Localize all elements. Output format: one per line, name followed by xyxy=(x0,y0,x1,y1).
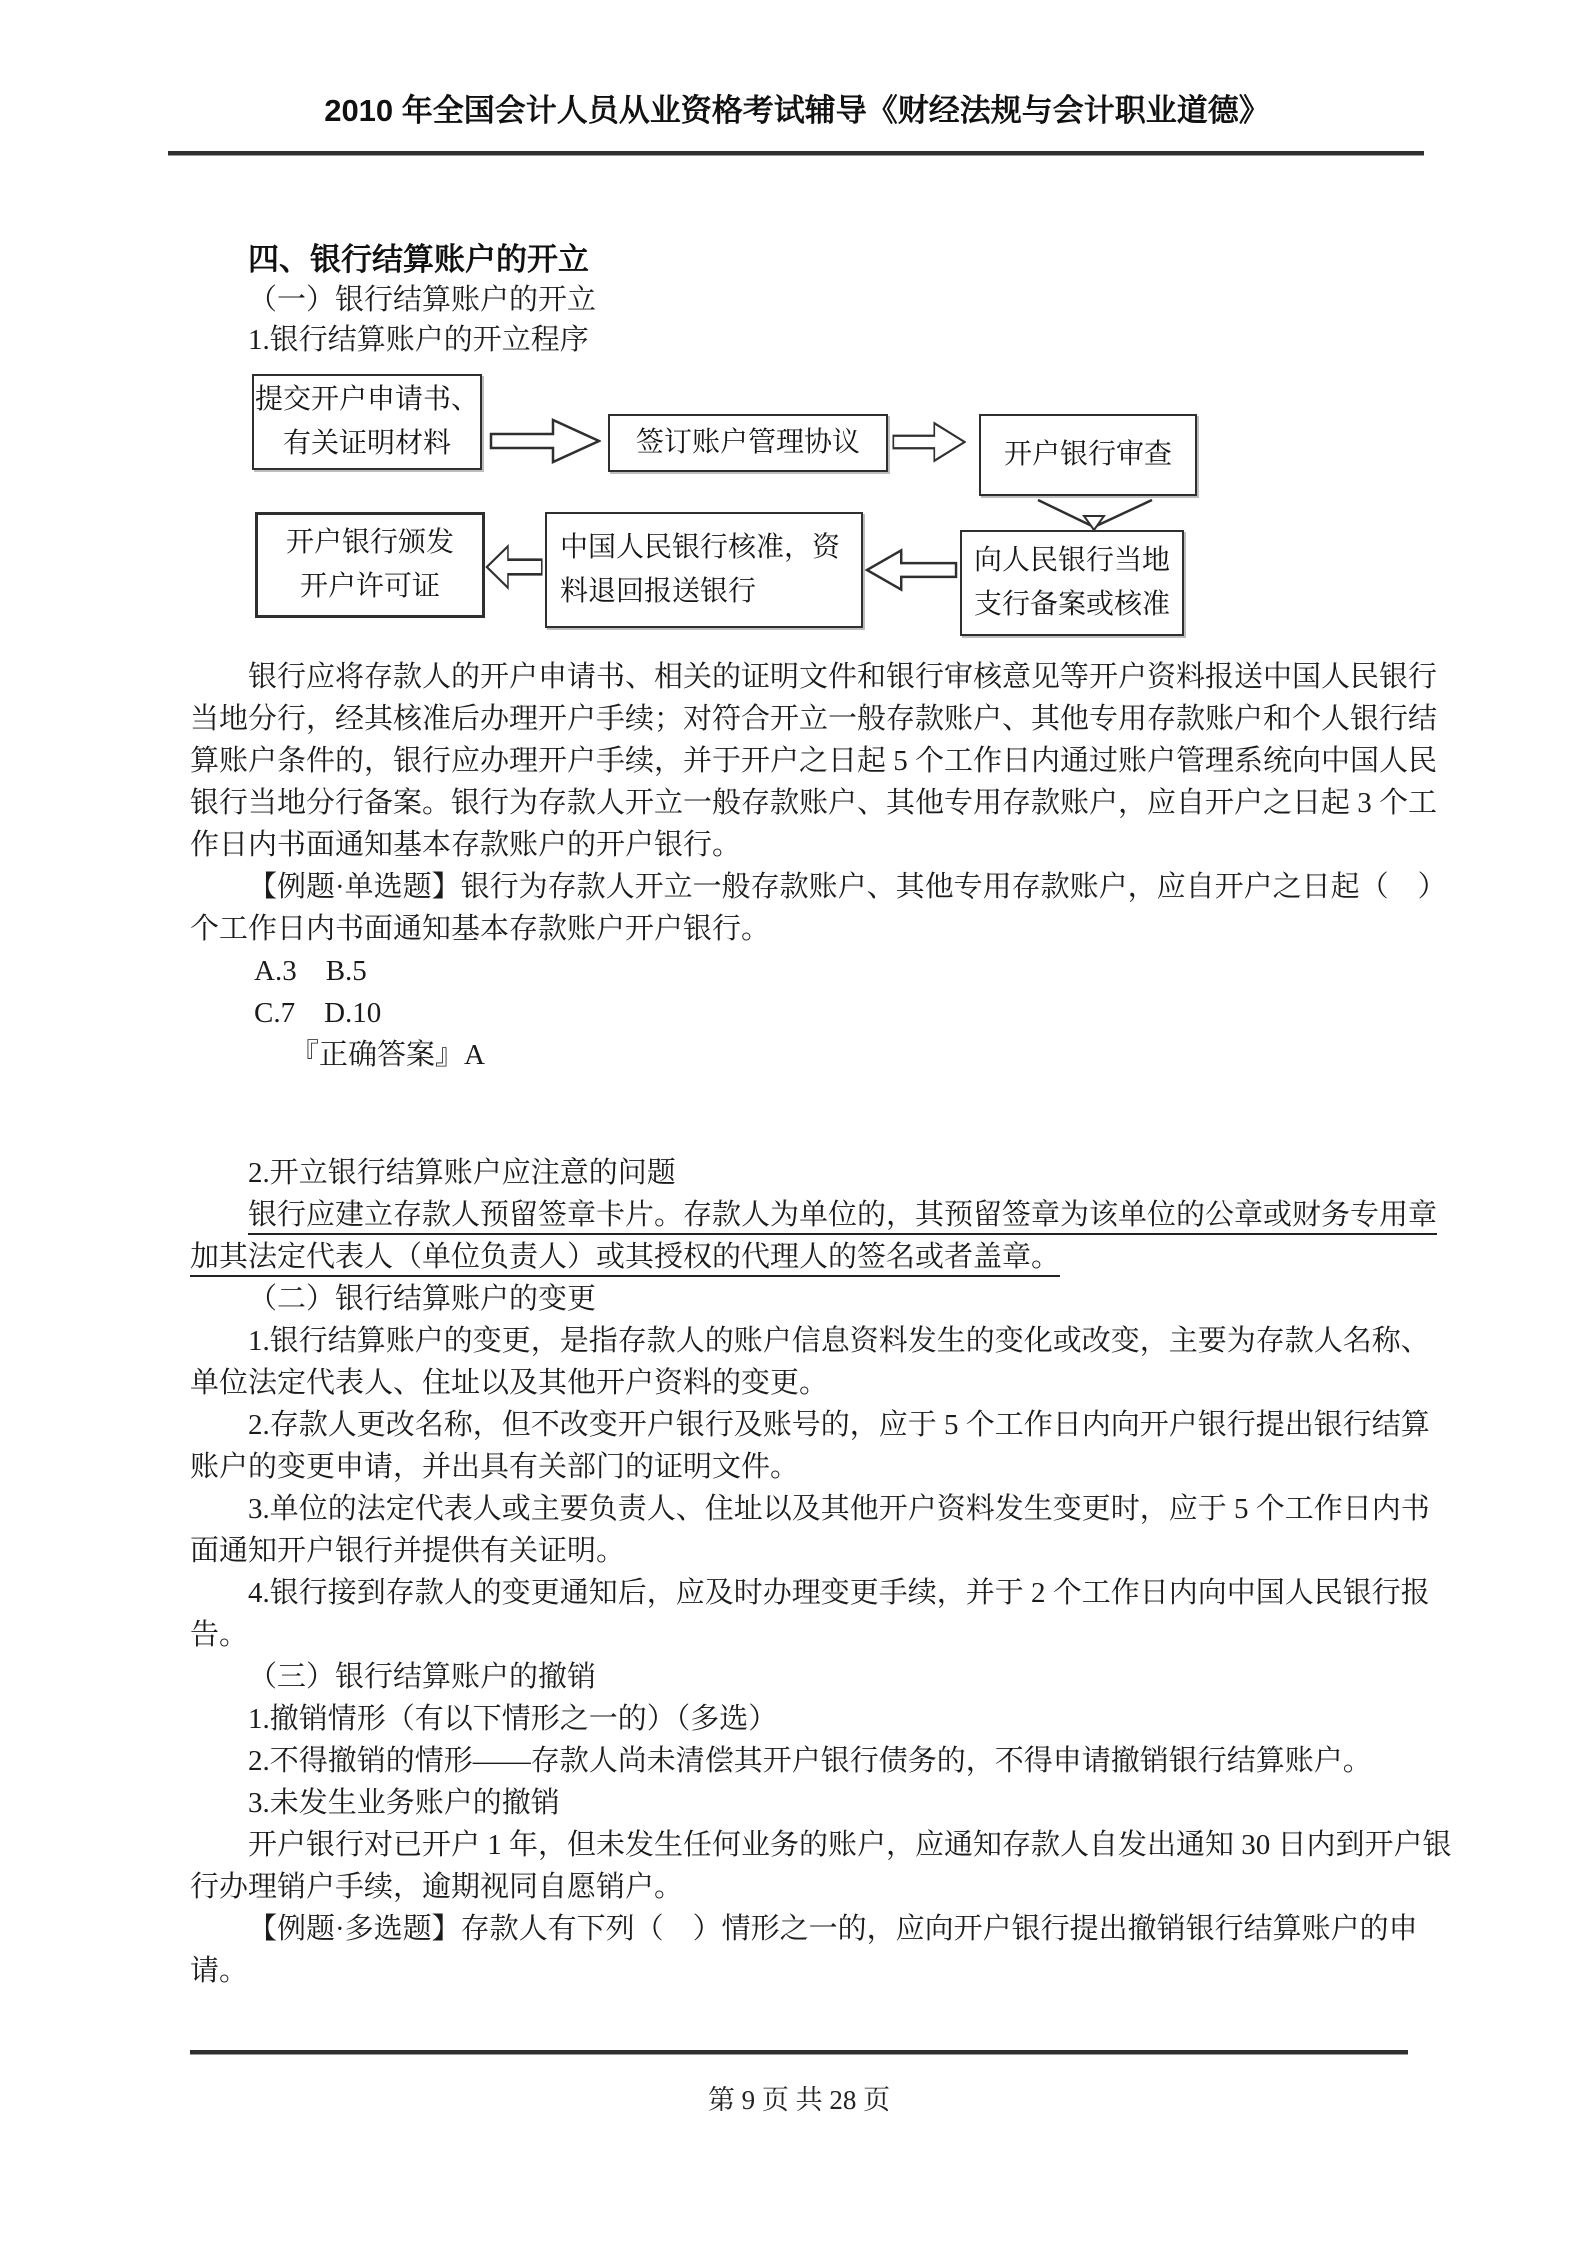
flow-box-sign-agreement xyxy=(608,414,888,472)
body-line: 2.开立银行结算账户应注意的问题 xyxy=(248,1157,676,1189)
list-item-title: 1.银行结算账户的开立程序 xyxy=(248,324,589,356)
body-line: 银行当地分行备案。银行为存款人开立一般存款账户、其他专用存款账户，应自开户之日起 3 个工 xyxy=(190,787,1438,819)
body-line: 行办理销户手续，逾期视同自愿销户。 xyxy=(190,1871,684,1903)
flow-box-line: 签订账户管理协议 xyxy=(635,427,860,458)
body-line: 当地分行，经其核准后办理开户手续；对符合开立一般存款账户、其他专用存款账户和个人银行结 xyxy=(190,703,1438,735)
underline-text: 银行应建立存款人预留签章卡片。存款人为单位的，其预留签章为该单位的公章或财务专用章 xyxy=(248,1199,1437,1235)
vertical-gap xyxy=(190,1076,1405,1152)
body-line: 算账户条件的，银行应办理开户手续，并于开户之日起 5 个工作日内通过账户管理系统向中国人民 xyxy=(190,745,1438,777)
subsection-title: （二）银行结算账户的变更 xyxy=(248,1283,597,1315)
flow-box-bank-review xyxy=(979,414,1197,496)
arrow-right-icon xyxy=(892,416,966,468)
body-line: 作日内书面通知基本存款账户的开户银行。 xyxy=(190,829,742,861)
flow-box-line: 开户许可证 xyxy=(299,571,440,602)
subsection-title: （三）银行结算账户的撤销 xyxy=(248,1661,597,1693)
example-question-multi: 【例题·多选题】存款人有下列（ ）情形之一的，应向开户银行提出撤销银行结算账户的申 xyxy=(248,1913,1418,1945)
options-row: A.3 B.5 xyxy=(254,955,367,987)
body-line: 单位法定代表人、住址以及其他开户资料的变更。 xyxy=(190,1367,829,1399)
flow-box-line: 料退回报送银行 xyxy=(560,576,757,607)
body-line: 银行应将存款人的开户申请书、相关的证明文件和银行审核意见等开户资料报送中国人民银行 xyxy=(248,661,1438,693)
body-line: 告。 xyxy=(190,1619,249,1651)
example-question-single: 【例题·单选题】银行为存款人开立一般存款账户、其他专用存款账户，应自开户之日起（ ） xyxy=(248,871,1447,903)
body-line: 1.撤销情形（有以下情形之一的）（多选） xyxy=(248,1703,778,1735)
flow-box-pboc-approval xyxy=(545,512,863,628)
flow-box-line: 支行备案或核准 xyxy=(973,589,1170,620)
body-line: 个工作日内书面通知基本存款账户开户银行。 xyxy=(190,913,771,945)
body-line: 3.未发生业务账户的撤销 xyxy=(248,1787,560,1819)
arrow-down-icon xyxy=(1032,498,1156,532)
body-line: 账户的变更申请，并出具有关部门的证明文件。 xyxy=(190,1451,800,1483)
body-line: 请。 xyxy=(190,1955,249,1987)
flow-box-line: 有关证明材料 xyxy=(282,428,451,459)
flow-box-line: 中国人民银行核准，资 xyxy=(560,532,841,563)
flow-box-file-with-pboc xyxy=(960,530,1184,636)
body-text xyxy=(190,656,1452,1992)
flow-box-line: 提交开户申请书、 xyxy=(254,384,479,415)
options-row: C.7 D.10 xyxy=(254,997,382,1029)
flow-box-line: 开户银行审查 xyxy=(1003,439,1172,470)
flowchart xyxy=(190,372,1405,656)
underlined-line xyxy=(190,1194,1438,1236)
underlined-line xyxy=(190,1236,1405,1278)
body-line: 面通知开户银行并提供有关证明。 xyxy=(190,1535,626,1567)
body-line: 3.单位的法定代表人或主要负责人、住址以及其他开户资料发生变更时，应于 5 个工作日内书 xyxy=(248,1493,1430,1525)
footer-rule xyxy=(190,2050,1408,2055)
body-line: 4.银行接到存款人的变更通知后，应及时办理变更手续，并于 2 个工作日内向中国人民银行报 xyxy=(248,1577,1430,1609)
answer-line: 『正确答案』A xyxy=(290,1039,485,1071)
page-number: 第 9 页 共 28 页 xyxy=(707,2085,891,2115)
header-title: 2010 年全国会计人员从业资格考试辅导《财经法规与会计职业道德》 xyxy=(324,93,1270,128)
section-title: 四、银行结算账户的开立 xyxy=(248,242,589,277)
body-line: 1.银行结算账户的变更，是指存款人的账户信息资料发生的变化或改变，主要为存款人名称、 xyxy=(248,1325,1430,1357)
flow-box-issue-license xyxy=(255,512,485,618)
section-headings xyxy=(190,240,1405,360)
arrow-right-icon xyxy=(489,412,601,470)
flow-box-line: 向人民银行当地 xyxy=(973,545,1170,576)
content-column xyxy=(190,240,1452,1992)
subsection-title: （一）银行结算账户的开立 xyxy=(248,284,597,316)
header-rule xyxy=(168,151,1424,156)
flow-box-line: 开户银行颁发 xyxy=(285,527,454,558)
arrow-left-icon xyxy=(864,544,958,596)
body-line: 开户银行对已开户 1 年，但未发生任何业务的账户，应通知存款人自发出通知 30 日内到开户银 xyxy=(248,1829,1452,1861)
arrow-left-icon xyxy=(485,540,543,594)
body-line: 2.不得撤销的情形——存款人尚未清偿其开户银行债务的，不得申请撤销银行结算账户。 xyxy=(248,1745,1372,1777)
body-line: 2.存款人更改名称，但不改变开户银行及账号的，应于 5 个工作日内向开户银行提出银行结算 xyxy=(248,1409,1430,1441)
underline-text: 加其法定代表人（单位负责人）或其授权的代理人的签名或者盖章。 xyxy=(190,1241,1060,1277)
flow-box-submit-application xyxy=(252,374,482,470)
